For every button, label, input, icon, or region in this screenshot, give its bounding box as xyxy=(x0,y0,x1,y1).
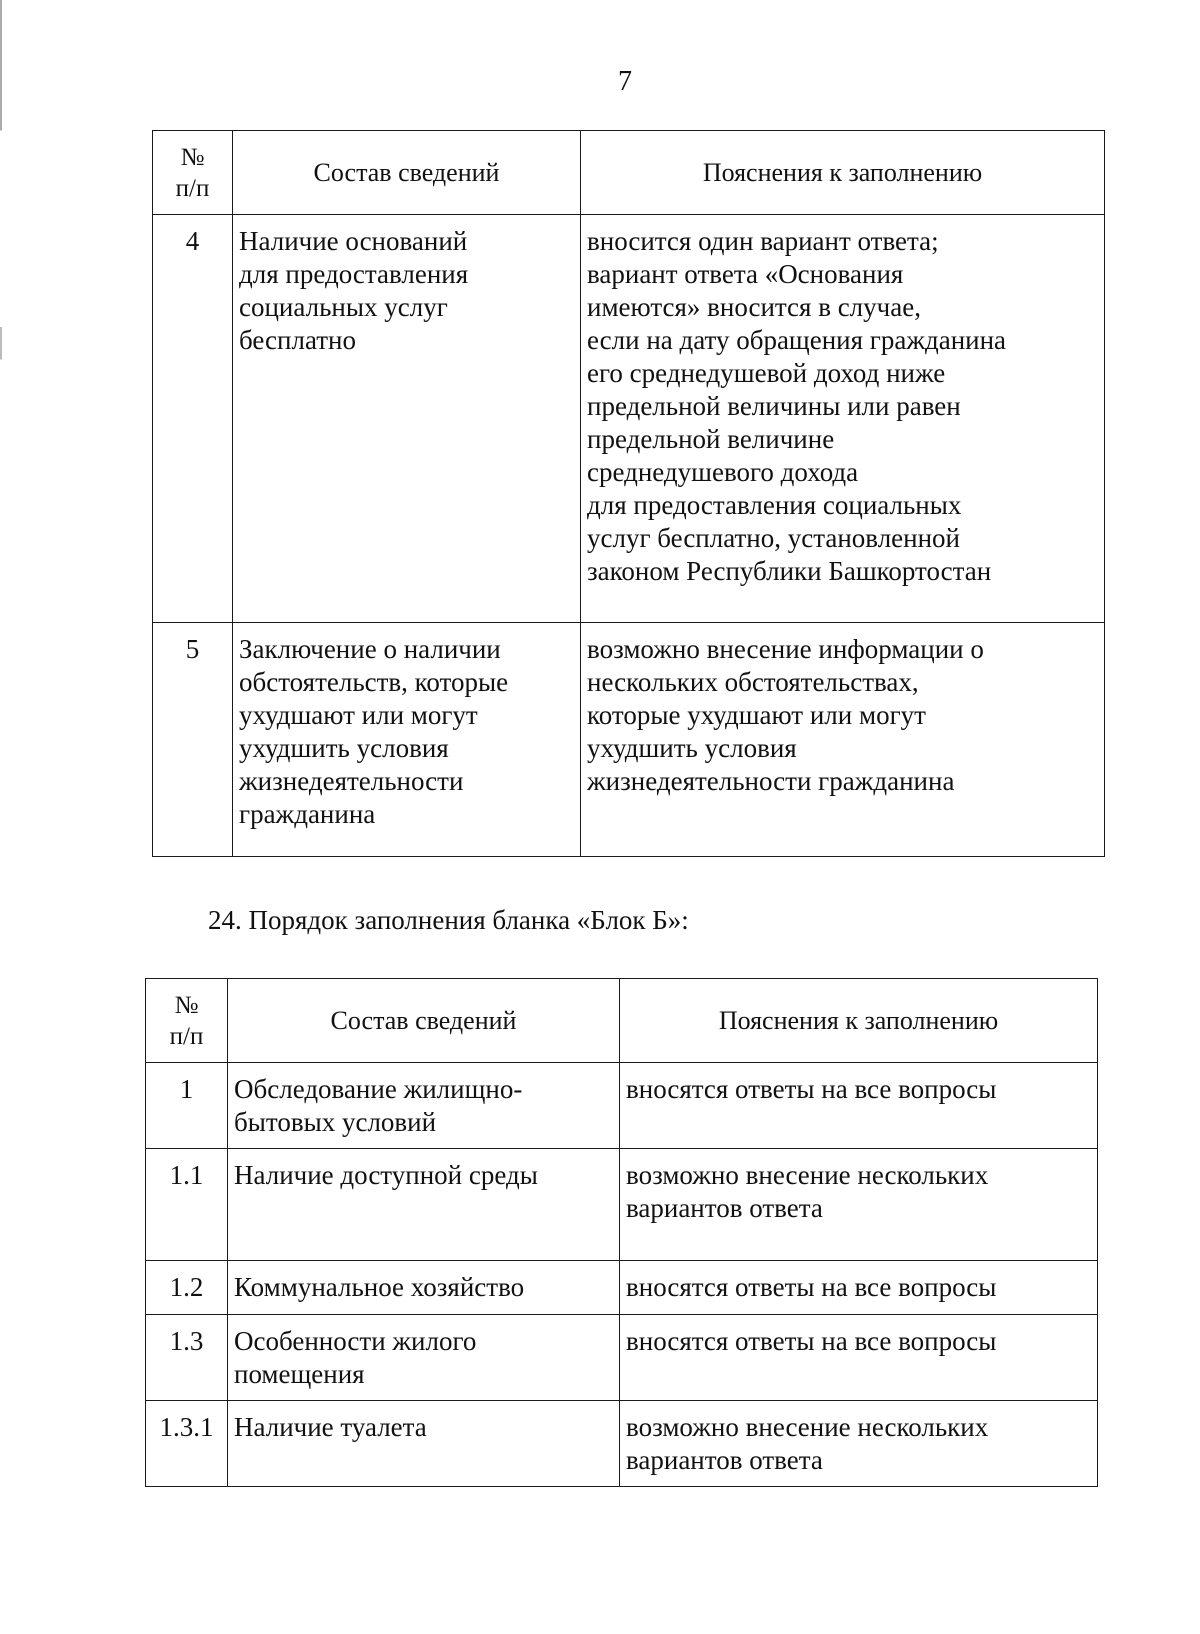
table-row xyxy=(146,1149,1098,1261)
header-notes: Пояснения к заполнению xyxy=(620,979,1098,1063)
header-notes: Пояснения к заполнению xyxy=(581,131,1105,215)
table-row xyxy=(153,623,1105,857)
table-row xyxy=(153,215,1105,623)
row-num: 1.3.1 xyxy=(146,1401,228,1487)
section-heading: 24. Порядок заполнения бланка «Блок Б»: xyxy=(208,905,689,935)
header-info: Состав сведений xyxy=(233,131,581,215)
table-block-a-continued xyxy=(152,130,1105,857)
row-num: 4 xyxy=(153,215,233,623)
row-info: Наличие доступной среды xyxy=(228,1149,620,1261)
page-number: 7 xyxy=(618,66,632,97)
row-notes: вносится один вариант ответа; вариант ответа «Основания имеются» вносится в случае, если на дату обращения гражданина его среднедушевой доход ниже предельной величины или равен предельной величине среднедушевого дохода для предоставления социальных услуг бесплатно, установленной законом Республики Башкортостан xyxy=(581,215,1105,623)
row-notes: возможно внесение информации о нескольких обстоятельствах, которые ухудшают или могут ухудшить условия жизнедеятельности гражданина xyxy=(581,623,1105,857)
scan-edge xyxy=(0,0,2,1634)
row-num: 1 xyxy=(146,1063,228,1149)
table-row xyxy=(146,1401,1098,1487)
row-notes: возможно внесение нескольких вариантов ответа xyxy=(620,1149,1098,1261)
table-header-row xyxy=(153,131,1105,215)
row-num: 1.2 xyxy=(146,1261,228,1315)
row-num: 1.1 xyxy=(146,1149,228,1261)
row-notes: вносятся ответы на все вопросы xyxy=(620,1063,1098,1149)
row-notes: вносятся ответы на все вопросы xyxy=(620,1261,1098,1315)
table-row xyxy=(146,1315,1098,1401)
row-info: Особенности жилого помещения xyxy=(228,1315,620,1401)
table-block-b xyxy=(145,978,1098,1487)
row-info: Заключение о наличии обстоятельств, которые ухудшают или могут ухудшить условия жизнедеятельности гражданина xyxy=(233,623,581,857)
row-info: Обследование жилищно- бытовых условий xyxy=(228,1063,620,1149)
row-notes: вносятся ответы на все вопросы xyxy=(620,1315,1098,1401)
row-info: Наличие туалета xyxy=(228,1401,620,1487)
header-num: № п/п xyxy=(146,979,228,1063)
row-info: Коммунальное хозяйство xyxy=(228,1261,620,1315)
row-info: Наличие оснований для предоставления социальных услуг бесплатно xyxy=(233,215,581,623)
row-num: 1.3 xyxy=(146,1315,228,1401)
table-row xyxy=(146,1063,1098,1149)
table-row xyxy=(146,1261,1098,1315)
header-info: Состав сведений xyxy=(228,979,620,1063)
header-num: № п/п xyxy=(153,131,233,215)
table-header-row xyxy=(146,979,1098,1063)
row-notes: возможно внесение нескольких вариантов ответа xyxy=(620,1401,1098,1487)
row-num: 5 xyxy=(153,623,233,857)
